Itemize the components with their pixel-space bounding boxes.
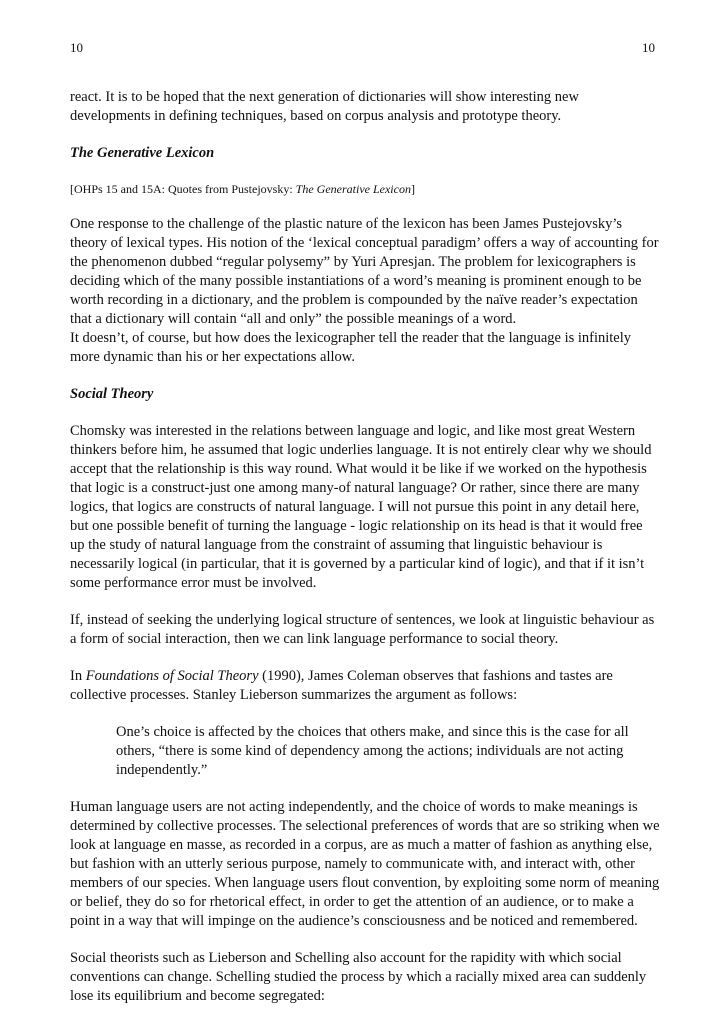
- block-quote: One’s choice is affected by the choices that others make, and since this is the case for all others, “there is some kind of dependency among the actions; individuals are not acting independently.”: [116, 724, 629, 778]
- ohp-prefix: [OHPs 15 and 15A: Quotes from Pustejovsky:: [70, 182, 296, 196]
- human-language-paragraph: Human language users are not acting independently, and the choice of words to make meanings is determined by collective processes. The selectional preferences of words that are so striking when we look at language en masse, as recorded in a corpus, are as much a matter of fashion as anything else, but fashion with an utterly serious purpose, namely to communicate with, and interact with, other members of our species. When language users flout convention, by exploiting some norm of meaning or belief, they do so for rhetorical effect, in order to get the attention of an audience, or to make a point in a way that will impinge on the audience’s consciousness and be noticed and remembered.: [70, 799, 660, 929]
- intro-paragraph: react. It is to be hoped that the next generation of dictionaries will show interesting new developments in defining techniques, based on corpus analysis and prototype theory.: [70, 89, 579, 124]
- section-heading-generative-lexicon: The Generative Lexicon: [70, 145, 215, 161]
- pustejovsky-followup-paragraph: It doesn’t, of course, but how does the lexicographer tell the reader that the language is infinitely more dynamic than his or her expectations allow.: [70, 330, 632, 365]
- page-body: [70, 88, 660, 1006]
- coleman-suffix: (1990), James Coleman observes that fashions and tastes are collective processes. Stanley Lieberson summarizes the argument as follows:: [70, 668, 613, 703]
- social-theorists-paragraph: Social theorists such as Lieberson and Schelling also account for the rapidity with which social conventions can change. Schelling studied the process by which a racially mixed area can suddenly lose its equilibrium and become segregated:: [70, 950, 647, 1004]
- page-number-right: 10: [642, 40, 655, 55]
- section-heading-social-theory: Social Theory: [70, 386, 154, 402]
- social-interaction-paragraph: If, instead of seeking the underlying logical structure of sentences, we look at linguistic behaviour as a form of social interaction, then we can link language performance to social theory.: [70, 612, 655, 647]
- ohp-book-title: The Generative Lexicon: [295, 182, 411, 196]
- ohp-reference: [70, 181, 660, 197]
- chomsky-paragraph: Chomsky was interested in the relations between language and logic, and like most great Western thinkers before him, he assumed that logic underlies language. It is not entirely clear why we should accept that the relationship is this way round. What would it be like if we worked on the hypothesis that logic is a construct-just one among many-of natural language? Or rather, since there are many logics, that logics are constructs of natural language. I will not pursue this point in any detail here, but one possible benefit of turning the language - logic relationship on its head is that it would free up the study of natural language from the constraint of assuming that linguistic behaviour is necessarily logical (in particular, that it is governed by a particular kind of logic), and that if it isn’t some performance error must be involved.: [70, 423, 652, 591]
- pustejovsky-paragraph: One response to the challenge of the plastic nature of the lexicon has been James Pustejovsky’s theory of lexical types. His notion of the ‘lexical conceptual paradigm’ offers a way of accounting for the phenomenon dubbed “regular polysemy” by Yuri Apresjan. The problem for lexicographers is deciding which of the many possible instantiations of a word’s meaning is prominent enough to be worth recording in a dictionary, and the problem is compounded by the naïve reader’s expectation that a dictionary will contain “all and only” the possible meanings of a word.: [70, 216, 659, 327]
- page-number-left: 10: [70, 40, 83, 55]
- coleman-paragraph: [70, 667, 660, 705]
- coleman-book-title: Foundations of Social Theory: [85, 668, 259, 684]
- coleman-prefix: In: [70, 668, 86, 684]
- ohp-suffix: ]: [410, 182, 415, 196]
